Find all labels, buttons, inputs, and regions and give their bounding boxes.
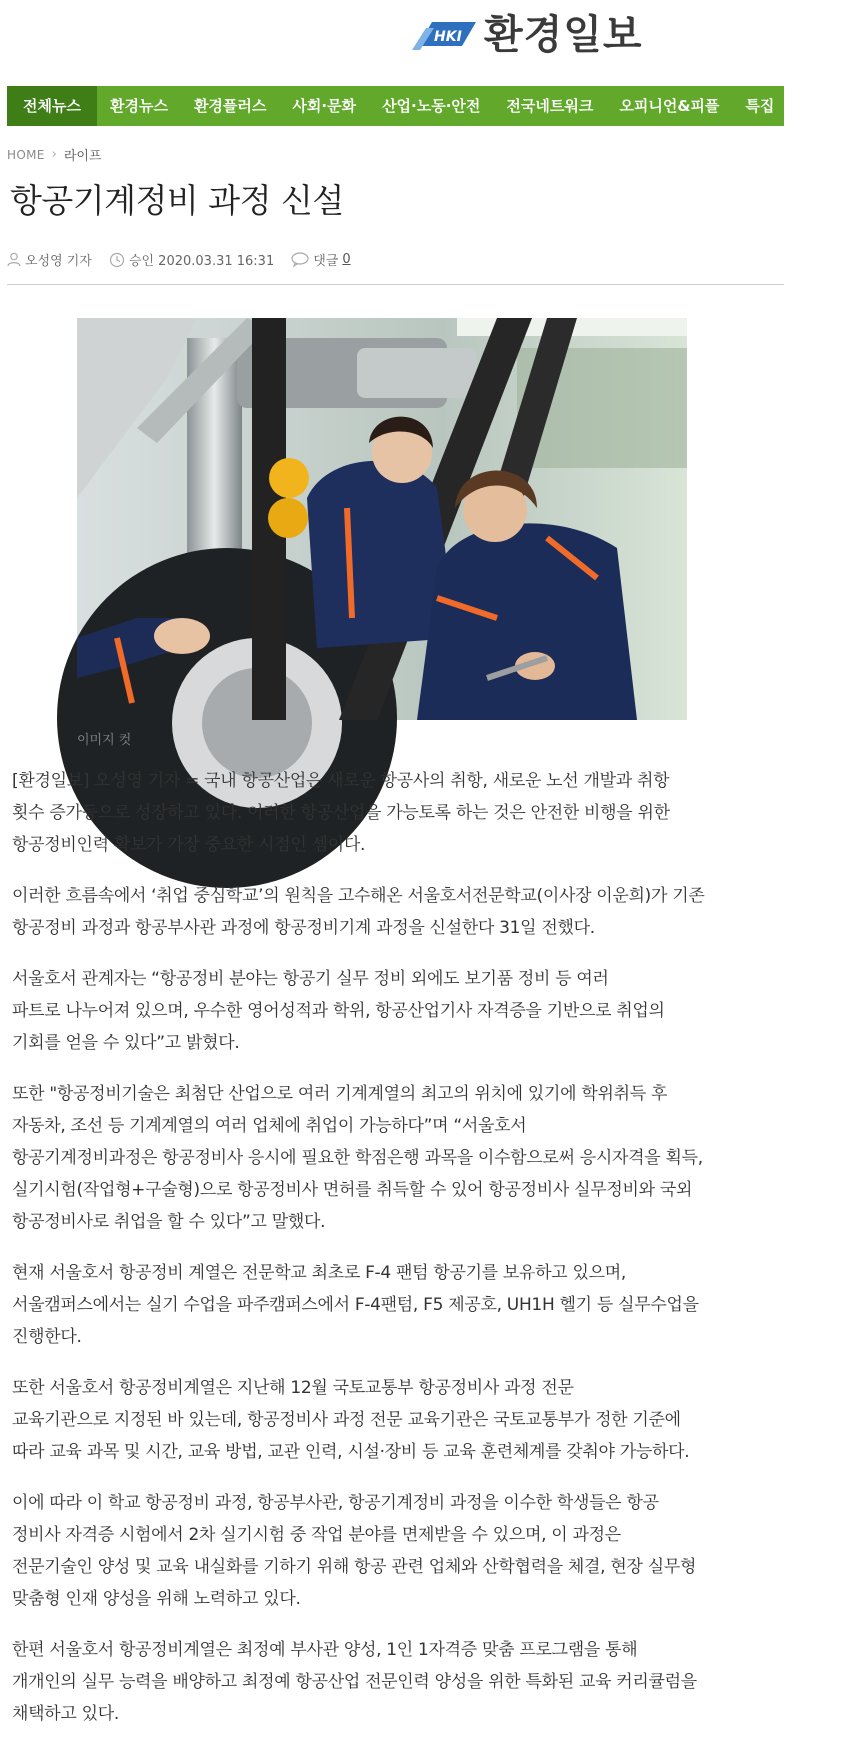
nav-item-env-news[interactable]: 환경뉴스: [109, 97, 168, 115]
logo-name: 환경일보: [484, 12, 643, 58]
paragraph: 또한 "항공정비기술은 최첨단 산업으로 여러 기계계열의 최고의 위치에 있기에 학위취득 후 자동차, 조선 등 기계계열의 여러 업체에 취업이 가능하다”며 “서울호서 항공기계정비과정은 항공정비사 응시에 필요한 학점은행 과목을 이수함으로써 응시자격을 획득, 실기시험(작업형+구술형)으로 항공정비사 면허를 취득할 수 있어 항공정비사 실무정비와 국외 항공정비사로 취업을 할 수 있다”고 말했다.: [12, 1084, 703, 1232]
paragraph: 현재 서울호서 항공정비 계열은 전문학교 최초로 F-4 팬텀 항공기를 보유하고 있으며, 서울캠퍼스에서는 실기 수업을 파주캠퍼스에서 F-4팬텀, F5 제공호, UH1H 헬기 등 실무수업을 진행한다.: [12, 1263, 699, 1347]
paragraph: 서울호서 관계자는 “항공정비 분야는 항공기 실무 정비 외에도 보기품 정비 등 여러 파트로 나누어져 있으며, 우수한 영어성적과 학위, 항공산업기사 자격증을 기반으로 취업의 기회를 얻을 수 있다”고 밝혔다.: [12, 969, 665, 1053]
article-body: [12, 765, 777, 1749]
site-logo[interactable]: [412, 12, 643, 58]
comments-count[interactable]: 0: [342, 252, 351, 267]
nav-item-special[interactable]: 특집: [745, 97, 775, 115]
clock-icon: [109, 252, 125, 268]
breadcrumb-category[interactable]: 라이프: [63, 149, 102, 164]
breadcrumb-home[interactable]: HOME: [7, 147, 45, 162]
paragraph: 이러한 흐름속에서 ‘취업 중심학교’의 원칙을 고수해온 서울호서전문학교(이사장 이운희)가 기존 항공정비 과정과 항공부사관 과정에 항공정비기계 과정을 신설한다 31일 전했다.: [12, 886, 705, 938]
article-photo: [77, 318, 687, 720]
image-caption: 이미지 컷: [77, 733, 132, 748]
nav-item-industry[interactable]: 산업·노동·안전: [382, 97, 481, 115]
header-divider: [7, 284, 784, 285]
user-icon: [7, 252, 21, 267]
logo-badge-icon: [412, 16, 478, 54]
article-title: 항공기계정비 과정 신설: [10, 181, 344, 220]
svg-text:HKI: HKI: [434, 29, 462, 45]
article-meta: [7, 250, 368, 269]
comments-label: 댓글: [313, 254, 339, 269]
approval-info: [109, 250, 274, 269]
comment-info[interactable]: [291, 250, 350, 269]
nav-item-network[interactable]: 전국네트워크: [506, 97, 594, 115]
paragraph: 이에 따라 이 학교 항공정비 과정, 항공부사관, 항공기계정비 과정을 이수한 학생들은 항공 정비사 자격증 시험에서 2차 실기시험 중 작업 분야를 면제받을 수 있으며, 이 과정은 전문기술인 양성 및 교육 내실화를 기하기 위해 항공 관련 업체와 산학협력을 체결, 현장 실무형 맞춤형 인재 양성을 위해 노력하고 있다.: [12, 1493, 697, 1609]
nav-item-society[interactable]: 사회·문화: [292, 97, 357, 115]
nav-item-environment[interactable]: 환경: [800, 97, 830, 115]
author-name[interactable]: 오성영 기자: [25, 254, 92, 269]
paragraph: 한편 서울호서 항공정비계열은 최정예 부사관 양성, 1인 1자격증 맞춤 프로그램을 통해 개개인의 실무 능력을 배양하고 최정예 항공산업 전문인력 양성을 위한 특화된 교육 커리큘럼을 채택하고 있다.: [12, 1640, 697, 1724]
chevron-right-icon: ›: [51, 147, 57, 162]
paragraph: [환경일보] 오성영 기자 = 국내 항공산업은 새로운 항공사의 취항, 새로운 노선 개발과 취항 횟수 증가등으로 성장하고 있다. 이러한 항공산업을 가능토록 하는 것은 안전한 비행을 위한 항공정비인력 확보가 가장 중요한 시점인 셈이다.: [12, 771, 670, 855]
nav-item-opinion[interactable]: 오피니언&피플: [619, 97, 720, 115]
main-nav: [7, 86, 830, 126]
nav-item-all-news[interactable]: 전체뉴스: [7, 86, 97, 126]
approval-date: 승인 2020.03.31 16:31: [128, 254, 275, 269]
comment-icon: [291, 252, 309, 267]
paragraph: 또한 서울호서 항공정비계열은 지난해 12월 국토교통부 항공정비사 과정 전문 교육기관으로 지정된 바 있는데, 항공정비사 과정 전문 교육기관은 국토교통부가 정한 기준에 따라 교육 과목 및 시간, 교육 방법, 교관 인력, 시설·장비 등 교육 훈련체계를 갖춰야 가능하다.: [12, 1378, 690, 1462]
breadcrumb: [7, 145, 102, 164]
author-info: [7, 250, 92, 269]
nav-item-env-plus[interactable]: 환경플러스: [193, 97, 267, 115]
